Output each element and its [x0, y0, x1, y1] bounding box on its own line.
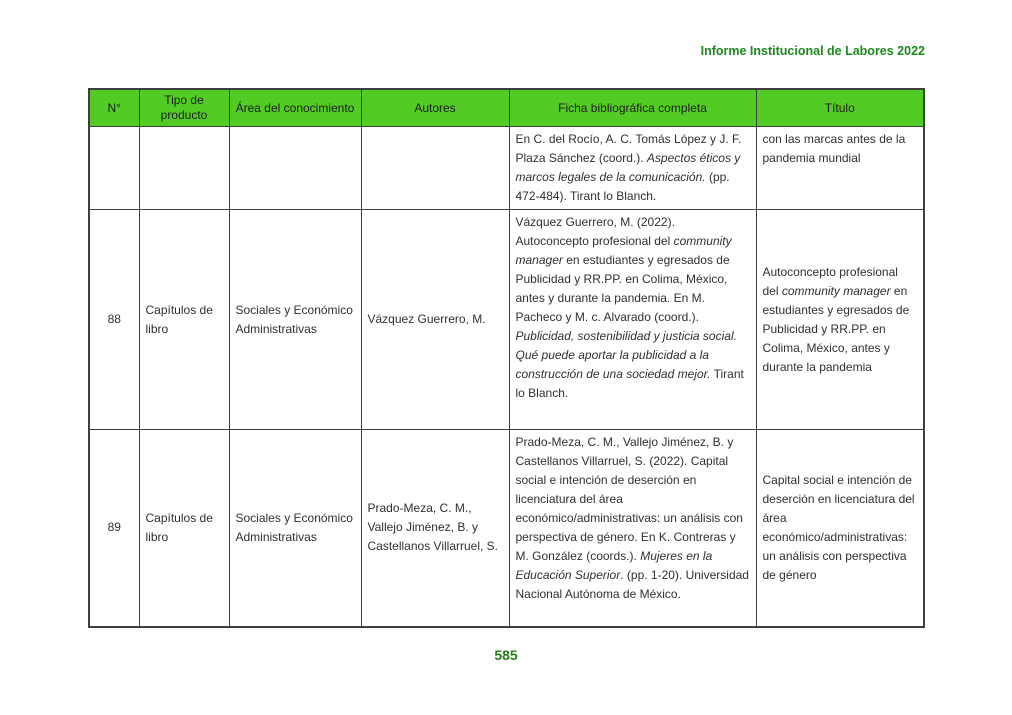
- cell-ficha: Prado-Meza, C. M., Vallejo Jiménez, B. y Castellanos Villarruel, S. (2022). Capital social e intención de deserción en licenciatura del área económico/administrativas: un análisis con perspectiva de género. En K. Contreras y M. González (coords.). Mujeres en la Educación Superior. (pp. 1-20). Universidad Nacional Autónoma de México.: [509, 430, 756, 627]
- cell-area: [229, 127, 361, 210]
- running-header: Informe Institucional de Labores 2022: [700, 44, 925, 58]
- table-row-89: [89, 430, 924, 627]
- cell-area: Sociales y Económico Administrativas: [229, 430, 361, 627]
- column-header-titulo: Título: [756, 89, 924, 127]
- cell-titulo: Capital social e intención de deserción en licenciatura del área económico/administrativas: un análisis con perspectiva de género: [756, 430, 924, 627]
- cell-num: [89, 127, 139, 210]
- cell-tipo: Capítulos de libro: [139, 430, 229, 627]
- table-header-row: [89, 89, 924, 127]
- cell-titulo: con las marcas antes de la pandemia mundial: [756, 127, 924, 210]
- cell-titulo: Autoconcepto profesional del community manager en estudiantes y egresados de Publicidad y RR.PP. en Colima, México, antes y durante la pandemia: [756, 210, 924, 430]
- page-number: 585: [494, 647, 518, 663]
- cell-autores: [361, 127, 509, 210]
- column-header-autores: Autores: [361, 89, 509, 127]
- cell-tipo: [139, 127, 229, 210]
- publications-table: [88, 88, 925, 628]
- column-header-num: N°: [89, 89, 139, 127]
- cell-tipo: Capítulos de libro: [139, 210, 229, 430]
- cell-num: 89: [89, 430, 139, 627]
- cell-autores: Vázquez Guerrero, M.: [361, 210, 509, 430]
- column-header-ficha: Ficha bibliográfica completa: [509, 89, 756, 127]
- cell-ficha: En C. del Rocío, A. C. Tomás López y J. F. Plaza Sánchez (coord.). Aspectos éticos y marcos legales de la comunicación. (pp. 472-484). Tirant lo Blanch.: [509, 127, 756, 210]
- cell-num: 88: [89, 210, 139, 430]
- cell-ficha: Vázquez Guerrero, M. (2022). Autoconcepto profesional del community manager en estudiantes y egresados de Publicidad y RR.PP. en Colima, México, antes y durante la pandemia. En M. Pacheco y M. c. Alvarado (coord.). Publicidad, sostenibilidad y justicia social. Qué puede aportar la publicidad a la construcción de una sociedad mejor. Tirant lo Blanch.: [509, 210, 756, 430]
- table-row-continuation: [89, 127, 924, 210]
- cell-autores: Prado-Meza, C. M., Vallejo Jiménez, B. y Castellanos Villarruel, S.: [361, 430, 509, 627]
- column-header-area: Área del conocimiento: [229, 89, 361, 127]
- column-header-tipo: Tipo de producto: [139, 89, 229, 127]
- cell-area: Sociales y Económico Administrativas: [229, 210, 361, 430]
- table-row-88: [89, 210, 924, 430]
